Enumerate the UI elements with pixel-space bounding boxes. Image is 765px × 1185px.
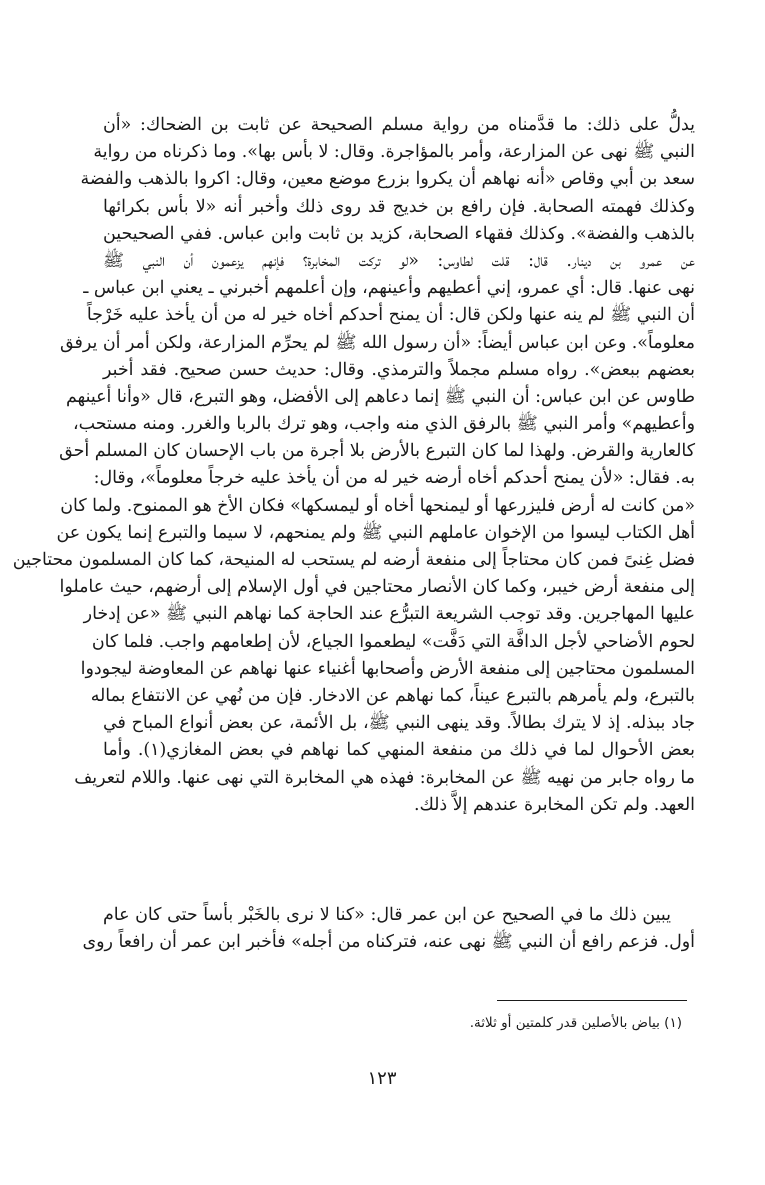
text-line: العهد. ولم تكن المخابرة عندهم إلاَّ ذلك.	[413, 794, 695, 815]
footnote: (١) بياض بالأصلين قدر كلمتين أو ثلاثة.	[469, 1015, 682, 1031]
text-line: النبي ﷺ نهى عن المزارعة، وأمر بالمؤاجرة. وقال: لا بأس بها». وما ذكرناه من رواية	[93, 142, 695, 163]
footnote-separator	[497, 1000, 687, 1001]
text-line: إلى منفعة أرض خيبر، وكما كان الأنصار محتاجين في أول الإسلام إلى أرضهم، حيث عاملوا	[59, 577, 695, 598]
text-line: كالعارية والقرض. ولهذا لما كان التبرع بالأرض بلا أجرة من باب الإحسان كان المسلم أحق	[59, 441, 695, 462]
text-line: بالتبرع، ولم يأمرهم بالتبرع عيناً، كما نهاهم عن الادخار. فإن من نُهي عن الانتفاع بماله	[90, 685, 695, 706]
text-line: «من كانت له أرض فليزرعها أو ليمنحها أخاه أو ليمسكها» فكان الأخ هو الممنوح. ولما كان	[60, 495, 695, 516]
second-paragraph	[82, 902, 695, 956]
text-line: أول. فزعم رافع أن النبي ﷺ نهى عنه، فتركناه من أجله» فأخبر ابن عمر أن رافعاً روى	[82, 932, 695, 953]
text-line: فضل غِنىً فمن كان محتاجاً إلى منفعة أرضه لم يستحب له المنيحة، كما كان المسلمون محتاجين	[12, 550, 695, 570]
text-line: وكذلك فهمته الصحابة. فإن رافع بن خديج قد روى ذلك وأخبر أنه «لا بأس بكرائها	[103, 196, 695, 217]
text-line: جاد ببذله. إذ لا يترك بطالاً. وقد ينهى النبي ﷺ، بل الأئمة، عن بعض أنواع المباح في	[103, 713, 695, 734]
text-line: بالذهب والفضة». وكذلك فقهاء الصحابة، كزيد بن ثابت وابن عباس. ففي الصحيحين	[103, 223, 695, 244]
text-line: سعد بن أبي وقاص «أنه نهاهم أن يكروا بزرع موضع معين، وقال: اكروا بالذهب والفضة	[80, 169, 695, 190]
text-line: معلوماً». وعن ابن عباس أيضاً: «أن رسول الله ﷺ لم يحرِّم المزارعة، ولكن أمر أن يرفق	[60, 332, 695, 353]
text-line: عليها المهاجرين. وقد توجب الشريعة التبرُّع عند الحاجة كما نهاهم النبي ﷺ «عن إدخار	[83, 604, 695, 625]
page-number: ١٢٣	[367, 1068, 397, 1089]
text-line: عن عمرو بن دينار. قال: قلت لطاوس: «لو تركت المخابرة؟ فإنهم يزعمون أن النبي ﷺ	[103, 250, 695, 271]
text-line: يدلُّ على ذلك: ما قدَّمناه من رواية مسلم الصحيحة عن ثابت بن الضحاك: «أن	[103, 115, 695, 135]
text-line: أهل الكتاب ليسوا من الإخوان عاملهم النبي ﷺ ولم يمنحهم، لا سيما والتبرع إنما يكون عن	[56, 522, 695, 543]
text-line: ما رواه جابر من نهيه ﷺ عن المخابرة: فهذه هي المخابرة التي نهى عنها. واللام لتعريف	[74, 767, 695, 788]
text-line: طاوس عن ابن عباس: أن النبي ﷺ إنما دعاهم إلى الأفضل، وهو التبرع، قال «وأنا أعينهم	[65, 386, 695, 407]
text-line: لحوم الأضاحي لأجل الدافَّة التي دَفَّت» ليطعموا الجياع، لأن إطعامهم واجب. فلما كان	[91, 631, 695, 652]
text-line: نهى عنها. قال: أي عمرو، إني أعطيهم وأعينهم، وإن أعلمهم أخبرني ـ يعني ابن عباس ـ	[83, 278, 695, 299]
text-line: وأعطيهم» وأمر النبي ﷺ بالرفق الذي منه واجب، وهو ترك بالربا والغرر. ومنه مستحب،	[73, 414, 695, 435]
text-line: المسلمون محتاجين إلى منفعة الأرض وأصحابها أغنياء عنها نهاهم عن المعاوضة ليجودوا	[80, 658, 695, 679]
text-line: بعض الأحوال لما في ذلك من منفعة المنهي كما نهاهم في بعض المغازي(١). وأما	[103, 740, 696, 761]
text-line: به. فقال: «لأن يمنح أحدكم أخاه أرضه خير له من أن يأخذ عليه خرجاً معلوماً»، وقال:	[93, 468, 695, 489]
text-line: أن النبي ﷺ لم ينه عنها ولكن قال: أن يمنح أحدكم أخاه خير له من أن يأخذ عليه خَرْجاً	[86, 305, 695, 326]
text-line: يبين ذلك ما في الصحيح عن ابن عمر قال: «كنا لا نرى بالخَبْر بأساً حتى كان عام	[103, 905, 671, 925]
main-paragraph	[12, 112, 696, 819]
text-line: بعضهم ببعض». رواه مسلم مجملاً والترمذي. وقال: حديث حسن صحيح. فقد أخبر	[103, 359, 695, 380]
